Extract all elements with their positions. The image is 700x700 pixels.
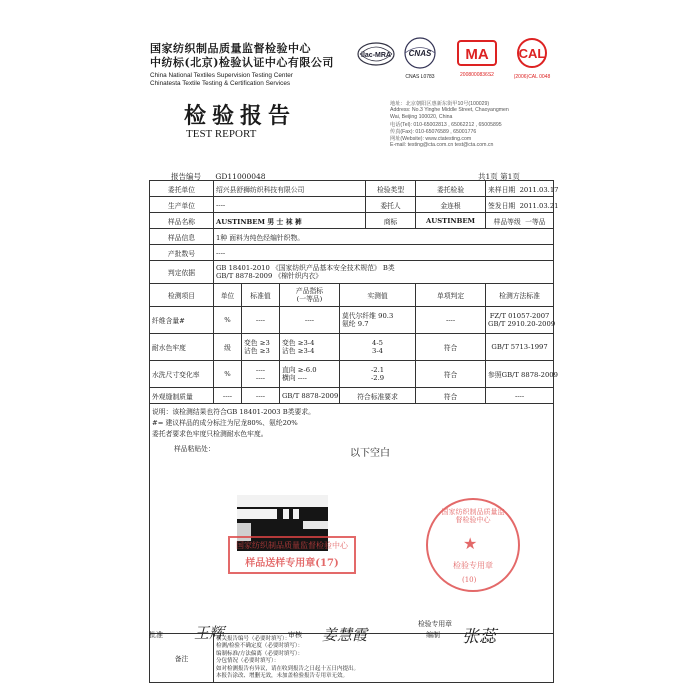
test-type-label: 检验类型: [366, 181, 416, 197]
receive-date-value: 2011.03.17: [519, 185, 559, 194]
basis-line-1: GB 18401-2010 《国家纺织产品基本安全技术规范》 B类: [216, 263, 395, 272]
review-signature: 姜慧霞: [322, 626, 368, 644]
shrink-idx-1: 直向 ≥-6.0: [282, 365, 317, 374]
brand-value: AUSTINBEM: [416, 213, 486, 229]
receive-date-cell: [486, 181, 559, 197]
test-row-appearance: [150, 388, 554, 404]
grade-label: 样品等级: [493, 217, 521, 226]
appearance-item: 外观缝制质量: [150, 388, 214, 404]
prod-no-row: [150, 245, 554, 261]
colorfast-method: GB/T 5713-1997: [486, 334, 554, 361]
report-table: [149, 180, 559, 683]
sample-name-row: [150, 213, 554, 229]
sample-seal-line2: 样品送样专用章(17): [245, 558, 339, 569]
appearance-unit: ----: [214, 388, 242, 404]
note-2: #= 建议样品的成分标注为尼龙80%、氨纶20%: [152, 419, 298, 427]
basis-label: 判定依据: [150, 261, 214, 284]
th-unit: 单位: [214, 284, 242, 307]
basis-line-2: GB/T 8878-2009 《棉针织内衣》: [216, 272, 323, 280]
sample-name-value: AUSTINBEM 男 士 袜 裤: [214, 213, 366, 229]
client-row: [150, 181, 554, 197]
shrink-method: 参照GB/T 8878-2009: [486, 361, 554, 388]
colorfast-result: 符合: [416, 334, 486, 361]
th-standard: 标准值: [242, 284, 280, 307]
review-label: 审核: [288, 631, 302, 639]
colorfast-idx: [280, 334, 340, 361]
remark-line: 编制标准/方法偏离（必要时填写）：: [216, 650, 304, 657]
shrink-std: [242, 361, 280, 388]
sample-seal: [228, 536, 356, 574]
ilac-mra-logo: [354, 38, 398, 74]
sample-info-value: 1种 面料为纯色经编针织物。: [214, 229, 554, 245]
report-number-label: 报告编号: [171, 172, 201, 181]
prepare-signature: 张蕊: [462, 627, 496, 647]
brand-cell: [366, 213, 416, 229]
company-name-en: Chinatesta Textile Testing & Certification Services: [150, 80, 291, 87]
remark-line: 检测/检验不确定度（必要时填写）：: [216, 643, 304, 649]
colorfast-measured-1: 4-5: [372, 338, 383, 347]
colorfast-std-1: 变色 ≥3: [244, 338, 270, 347]
fiber-method-2: GB/T 2910.20-2009: [488, 320, 556, 328]
report-title-cn: 检验报告: [184, 103, 297, 129]
shrink-result: 符合: [416, 361, 486, 388]
fiber-method: [486, 307, 554, 334]
th-measured: 实测值: [340, 284, 416, 307]
fiber-result: ----: [416, 307, 486, 334]
shrink-idx: [280, 361, 340, 388]
grade-value: 一等品: [525, 217, 546, 226]
appearance-std: ----: [242, 388, 280, 404]
cal-number: (2006)CAL 0048: [513, 74, 551, 80]
cma-number: 2008000836S2: [460, 72, 494, 78]
issue-date-label: 签发日期: [488, 201, 516, 210]
fiber-idx: ----: [280, 307, 340, 334]
contact-line: E-mail: testing@cta.com.cn test@cta.com.cn: [390, 142, 494, 148]
th-product-index-1: 产品指标: [295, 286, 324, 295]
test-row-shrink: [150, 361, 554, 388]
cnas-number: CNAS L0783: [405, 74, 435, 80]
appearance-result: 符合: [416, 388, 486, 404]
contact-line: 地址：北京朝阳区惠新东街甲10号(100029): [390, 101, 490, 107]
th-product-index: [280, 284, 340, 307]
fiber-measured: [340, 307, 416, 334]
colorfast-item: 耐水色牢度: [150, 334, 214, 361]
contact-line: Address: No.3 Yinghe Middle Street, Chaoyangmen: [390, 107, 509, 113]
contact-line: 网址(Website): www.ctatesting.com: [390, 136, 472, 142]
th-method: 检测方法标准: [486, 284, 554, 307]
inspection-seal-line2: 检验专用章: [453, 561, 493, 570]
blank-below: 以下空白: [350, 448, 390, 459]
contact-line: 传真(Fax): 010-65076589 , 65001776: [390, 129, 477, 135]
cnas-logo: [400, 36, 440, 78]
sample-name-label: 样品名称: [150, 213, 214, 229]
fiber-item: 纤维含量#: [150, 307, 214, 334]
cal-logo: [508, 36, 556, 78]
sample-paste-label: 样品粘贴处：: [174, 445, 215, 453]
maker-row: [150, 197, 554, 213]
inspection-seal: [426, 498, 520, 592]
shrink-std-1: ----: [255, 365, 266, 374]
approve-label: 批准: [149, 631, 163, 639]
cma-logo: [454, 38, 500, 78]
svg-text:MA: MA: [465, 46, 489, 63]
page-count: 共1页 第1页: [478, 172, 520, 181]
shrink-measured: [340, 361, 416, 388]
sample-seal-line1: 国家纺织制品质量监督检验中心: [236, 541, 348, 550]
appearance-method: ----: [486, 388, 554, 404]
shrink-measured-2: -2.9: [370, 374, 385, 382]
approve-signature: 王辉: [194, 624, 225, 642]
th-item: 检测项目: [150, 284, 214, 307]
prod-no-value: ----: [214, 245, 554, 261]
colorfast-measured: [340, 334, 416, 361]
basis-row: [150, 261, 554, 284]
shrink-idx-2: 横向 ----: [282, 374, 307, 382]
appearance-idx: GB/T 8878-2009: [280, 388, 340, 404]
grade-cell: [486, 213, 554, 229]
client-value: 绍兴县舒狮纺织科技有限公司: [214, 181, 366, 197]
test-row-fiber: [150, 307, 554, 334]
remark-content: [214, 634, 554, 683]
fiber-measured-1: 莫代尔纤维 90.3: [342, 311, 394, 320]
cnas-label: CNAS: [408, 49, 432, 58]
colorfast-std: [242, 334, 280, 361]
agent-value: 金连根: [416, 197, 486, 213]
receive-date-label: 来样日期: [488, 185, 516, 194]
maker-label: 生产单位: [150, 197, 214, 213]
prod-no-label: 产批数号: [150, 245, 214, 261]
company-name-cn: 中纺标(北京)检验认证中心有限公司: [150, 56, 334, 69]
remark-line: 如对检测报告有异议，请在收到报告之日起十五日内提出。: [216, 665, 360, 672]
colorfast-idx-1: 变色 ≥3-4: [282, 338, 315, 347]
prepare-label: 编制: [426, 631, 440, 639]
shrink-item: 水洗尺寸变化率: [150, 361, 214, 388]
seal-label: 检验专用章: [418, 620, 452, 628]
colorfast-unit: 级: [214, 334, 242, 361]
maker-value: ----: [214, 197, 366, 213]
note-1: 说明：该检测结果也符合GB 18401-2003 B类要求。: [152, 408, 315, 416]
note-3: 委托者要求色牢度只检测耐水色牢度。: [152, 430, 268, 438]
remark-line: 分包情况（必要时填写）：: [216, 658, 280, 664]
appearance-measured: 符合标准要求: [340, 388, 416, 404]
client-label: 委托单位: [150, 181, 214, 197]
colorfast-idx-2: 沾色 ≥3-4: [282, 347, 315, 355]
sample-info-row: [150, 229, 554, 245]
inspection-seal-num: (10): [462, 576, 477, 584]
center-name-cn: 国家纺织制品质量监督检验中心: [150, 42, 311, 55]
star-icon: ★: [463, 534, 478, 553]
shrink-std-2: ----: [255, 374, 266, 382]
fiber-method-1: FZ/T 01057-2007: [489, 311, 550, 320]
fiber-std: ----: [242, 307, 280, 334]
remark-line: 本报告涂改、增删无效，未加盖检验报告专用章无效。: [216, 673, 349, 679]
remark-line: 相关报告编号（必要时填写）：: [216, 635, 291, 642]
th-product-index-2: (一等品): [296, 295, 323, 303]
ilac-label: ilac-MRA: [361, 52, 391, 59]
report-number-value: GD11000048: [215, 172, 266, 181]
center-name-en: China National Textiles Supervision Testing Center: [150, 72, 293, 79]
report-title-en: TEST REPORT: [186, 128, 257, 140]
issue-date-cell: [486, 197, 559, 213]
brand-label: 商标: [383, 217, 398, 226]
contact-line: Wai, Beijing 100020, China: [390, 114, 453, 120]
fiber-measured-2: 氨纶 9.7: [342, 320, 369, 328]
agent-label: 委托人: [366, 197, 416, 213]
contact-line: 电话(Tel): 010-65002813 , 65062212 , 65005895: [390, 122, 502, 128]
colorfast-std-2: 沾色 ≥3: [244, 347, 270, 355]
test-row-colorfast: [150, 334, 554, 361]
test-header-row: [150, 284, 554, 307]
inspection-seal-line1: 国家纺织制品质量监督检验中心: [441, 508, 505, 524]
th-result: 单项判定: [416, 284, 486, 307]
colorfast-measured-2: 3-4: [372, 347, 383, 355]
remark-label: 备注: [150, 634, 214, 683]
cal-label: CAL: [518, 46, 546, 61]
basis-value: [214, 261, 554, 284]
shrink-measured-1: -2.1: [370, 365, 385, 374]
issue-date-value: 2011.03.21: [519, 201, 559, 210]
sample-info-label: 样品信息: [150, 229, 214, 245]
test-type-value: 委托检验: [416, 181, 486, 197]
fiber-unit: %: [214, 307, 242, 334]
shrink-unit: %: [214, 361, 242, 388]
